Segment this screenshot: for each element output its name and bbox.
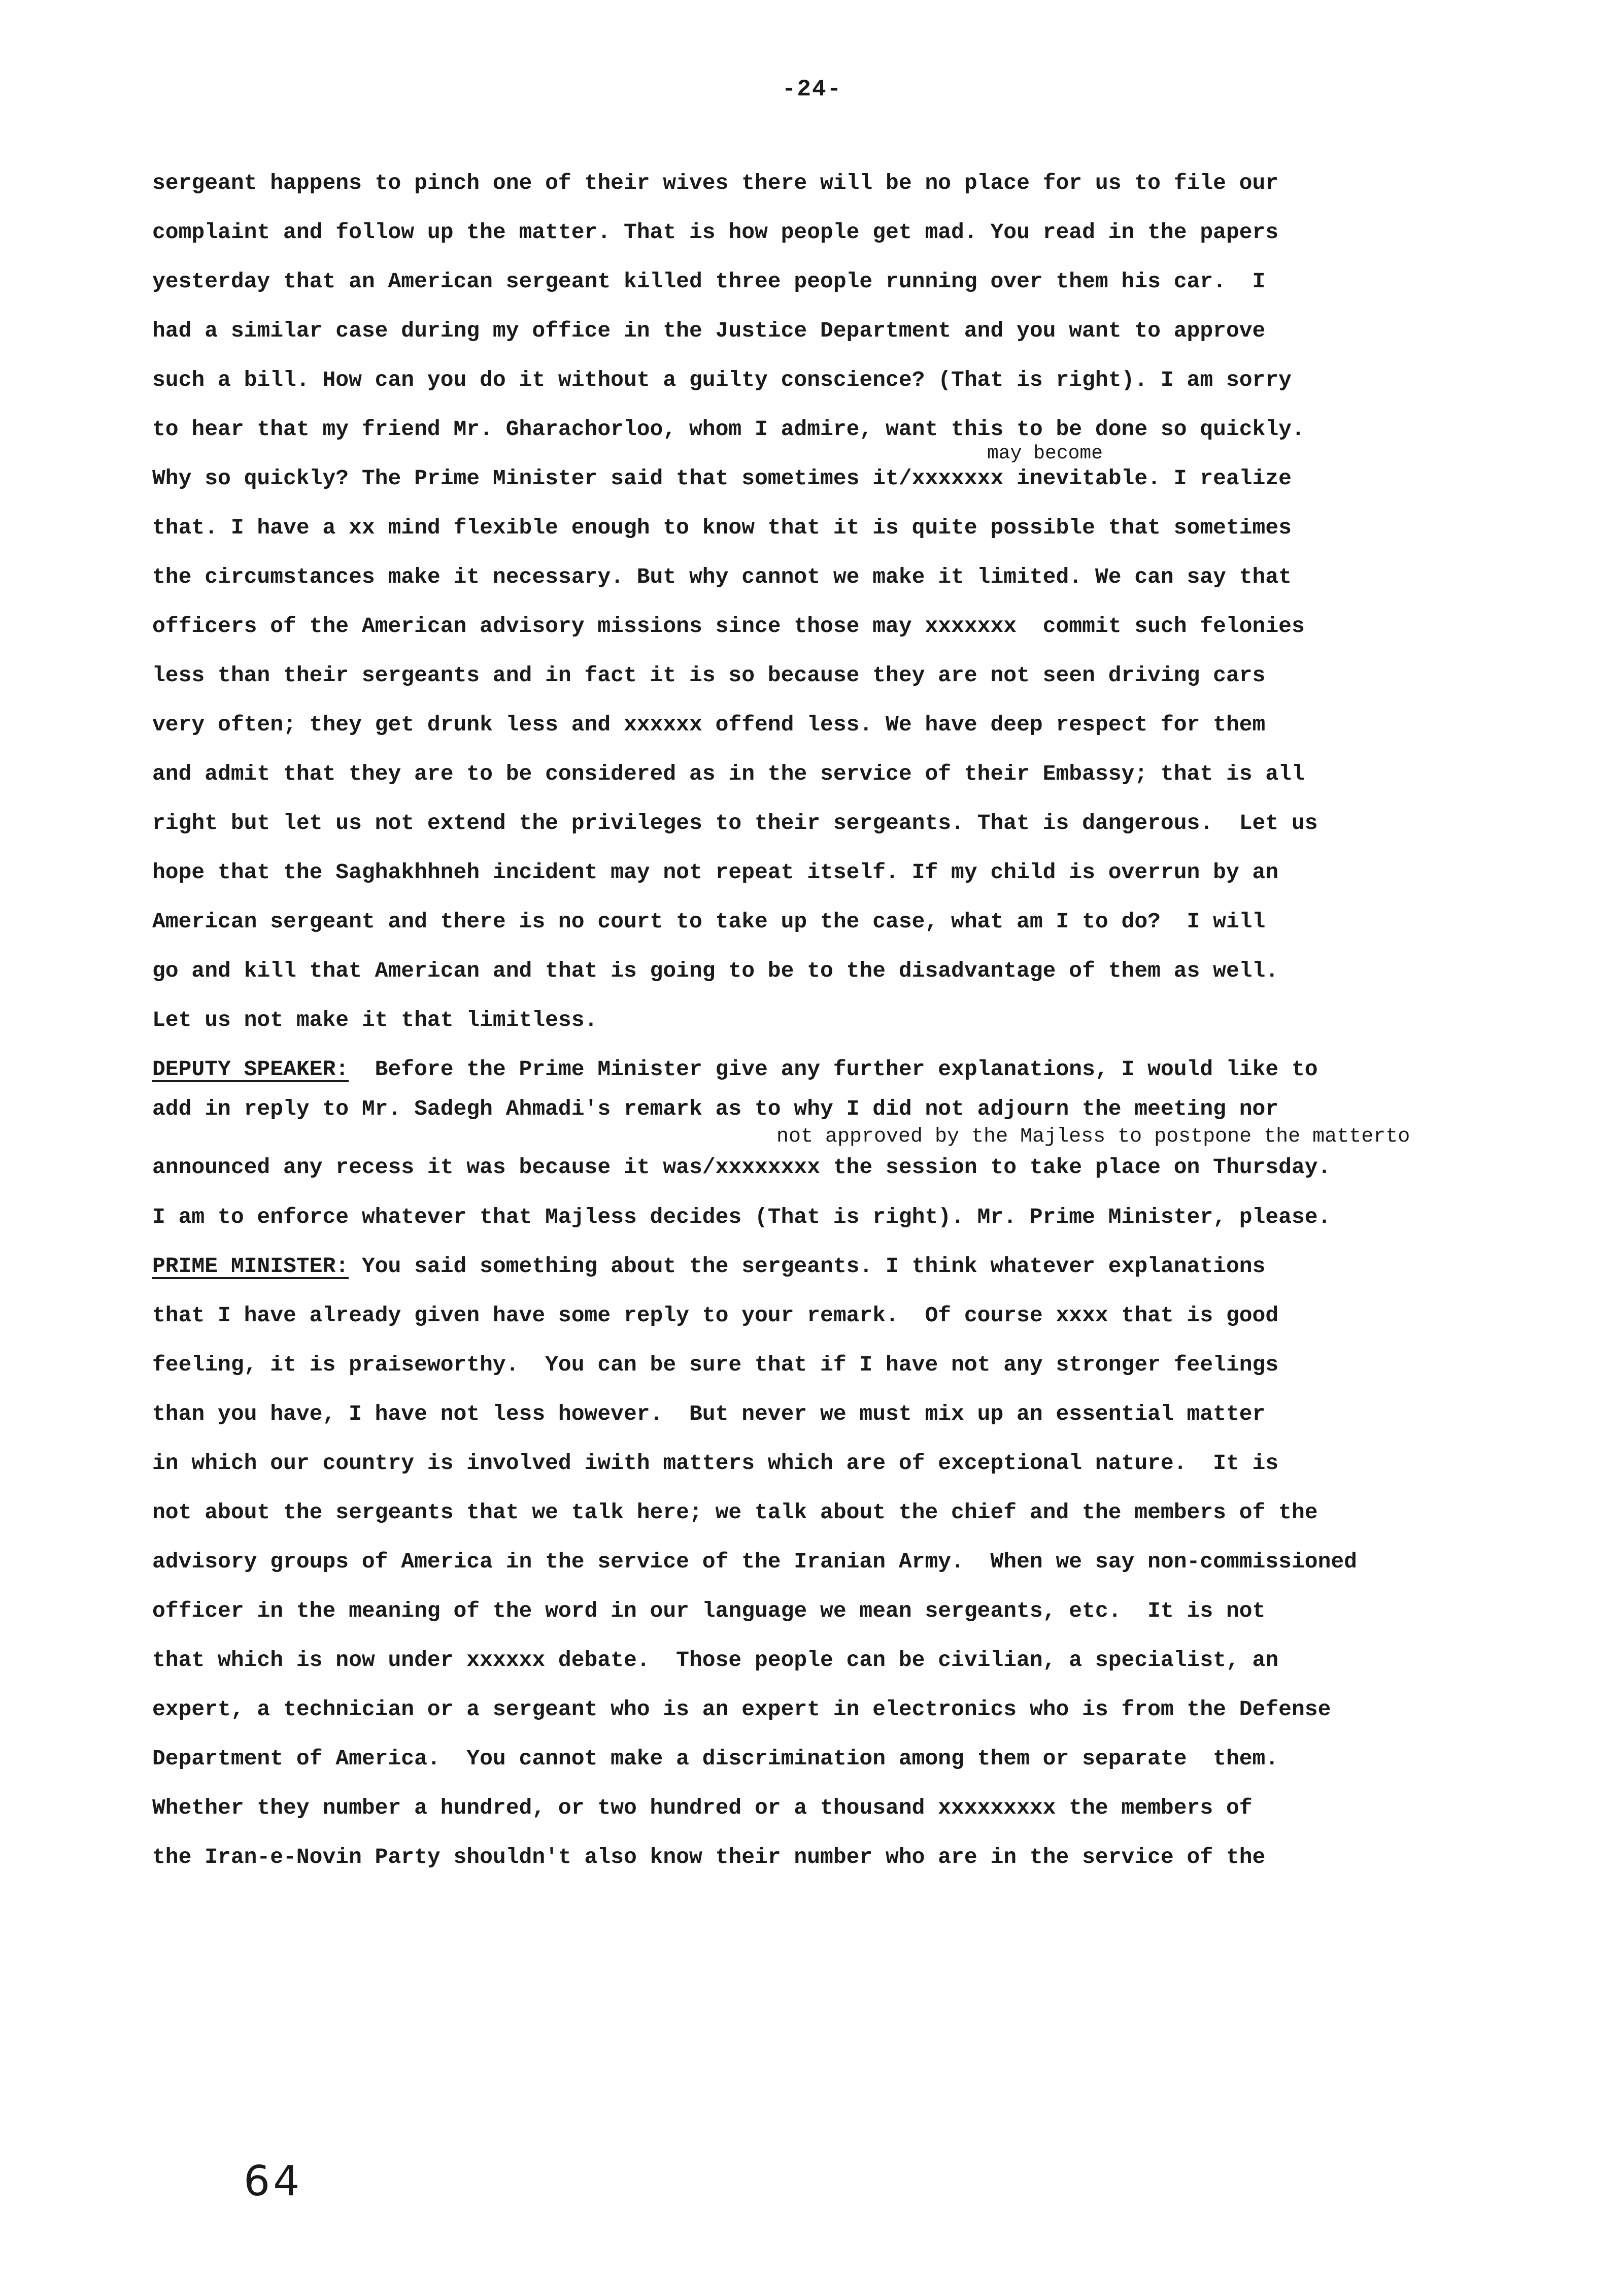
text-line: Let us not make it that limitless. [152,1008,598,1032]
text-line: right but let us not extend the privileges to their sergeants. That is dangerous. Let us [152,811,1318,836]
text-line: I am to enforce whatever that Majless decides (That is right). Mr. Prime Minister, please. [152,1205,1331,1229]
text-line: American sergeant and there is no court to take up the case, what am I to do? I will [152,909,1266,934]
text-line: the Iran-e-Novin Party shouldn't also know their number who are in the service of the [152,1845,1266,1869]
speaker-label: PRIME MINISTER: [152,1254,349,1279]
text-line: yesterday that an American sergeant killed three people running over them his car. I [152,269,1266,294]
marginal-insert: may become [987,443,1103,464]
text-line: Whether they number a hundred, or two hundred or a thousand xxxxxxxxx the members of [152,1795,1253,1820]
text-line: in which our country is involved iwith matters which are of exceptional nature. It is [152,1451,1279,1476]
text-line: Why so quickly? The Prime Minister said that sometimes it/xxxxxxx inevitable. I realize [152,466,1292,491]
text-line: add in reply to Mr. Sadegh Ahmadi's remark as to why I did not adjourn the meeting nor [152,1096,1279,1121]
text-line: had a similar case during my office in the Justice Department and you want to approve [152,318,1266,343]
text-line: advisory groups of America in the service of the Iranian Army. When we say non-commissioned [152,1549,1357,1574]
text-line: PRIME MINISTER: You said something about the sergeants. I think whatever explanations [152,1254,1266,1279]
text-line: less than their sergeants and in fact it is so because they are not seen driving cars [152,663,1266,688]
text-line: sergeant happens to pinch one of their wives there will be no place for us to file our [152,171,1279,195]
text-line: hope that the Saghakhhneh incident may not repeat itself. If my child is overrun by an [152,860,1279,885]
text-line: that which is now under xxxxxx debate. Those people can be civilian, a specialist, an [152,1648,1279,1673]
text-line: very often; they get drunk less and xxxxxx offend less. We have deep respect for them [152,712,1266,737]
text-line: expert, a technician or a sergeant who is an expert in electronics who is from the Defense [152,1697,1331,1722]
text-line: Department of America. You cannot make a discrimination among them or separate them. [152,1746,1279,1771]
text-line: such a bill. How can you do it without a guilty conscience? (That is right). I am sorry [152,367,1292,392]
footer-page-number: 64 [244,2157,303,2206]
speaker-label: DEPUTY SPEAKER: [152,1057,349,1082]
text-line: not about the sergeants that we talk here; we talk about the chief and the members of the [152,1500,1318,1525]
text-line: officers of the American advisory missions since those may xxxxxxx commit such felonies [152,614,1305,639]
text-line: complaint and follow up the matter. That is how people get mad. You read in the papers [152,220,1279,245]
text-line: that. I have a xx mind flexible enough to know that it is quite possible that sometimes [152,515,1292,540]
text-line: that I have already given have some reply to your remark. Of course xxxx that is good [152,1303,1279,1328]
text-line: than you have, I have not less however. But never we must mix up an essential matter [152,1401,1266,1426]
text-line: and admit that they are to be considered as in the service of their Embassy; that is all [152,761,1305,786]
text-line: the circumstances make it necessary. But why cannot we make it limited. We can say that [152,564,1292,589]
text-line: go and kill that American and that is going to be to the disadvantage of them as well. [152,958,1279,983]
text-line: officer in the meaning of the word in our language we mean sergeants, etc. It is not [152,1598,1266,1623]
page-header-number: -24- [782,76,842,103]
text-line: announced any recess it was because it was/xxxxxxxx the session to take place on Thursday. [152,1155,1331,1180]
marginal-insert: not approved by the Majless to postpone the matterto [776,1125,1410,1148]
text-line: to hear that my friend Mr. Gharachorloo, whom I admire, want this to be done so quickly. may become [152,405,1573,454]
transcript-body [152,158,1573,1882]
text-line: DEPUTY SPEAKER: Before the Prime Minister give any further explanations, I would like to [152,1057,1318,1082]
text-line: feeling, it is praiseworthy. You can be sure that if I have not any stronger feelings [152,1352,1279,1377]
